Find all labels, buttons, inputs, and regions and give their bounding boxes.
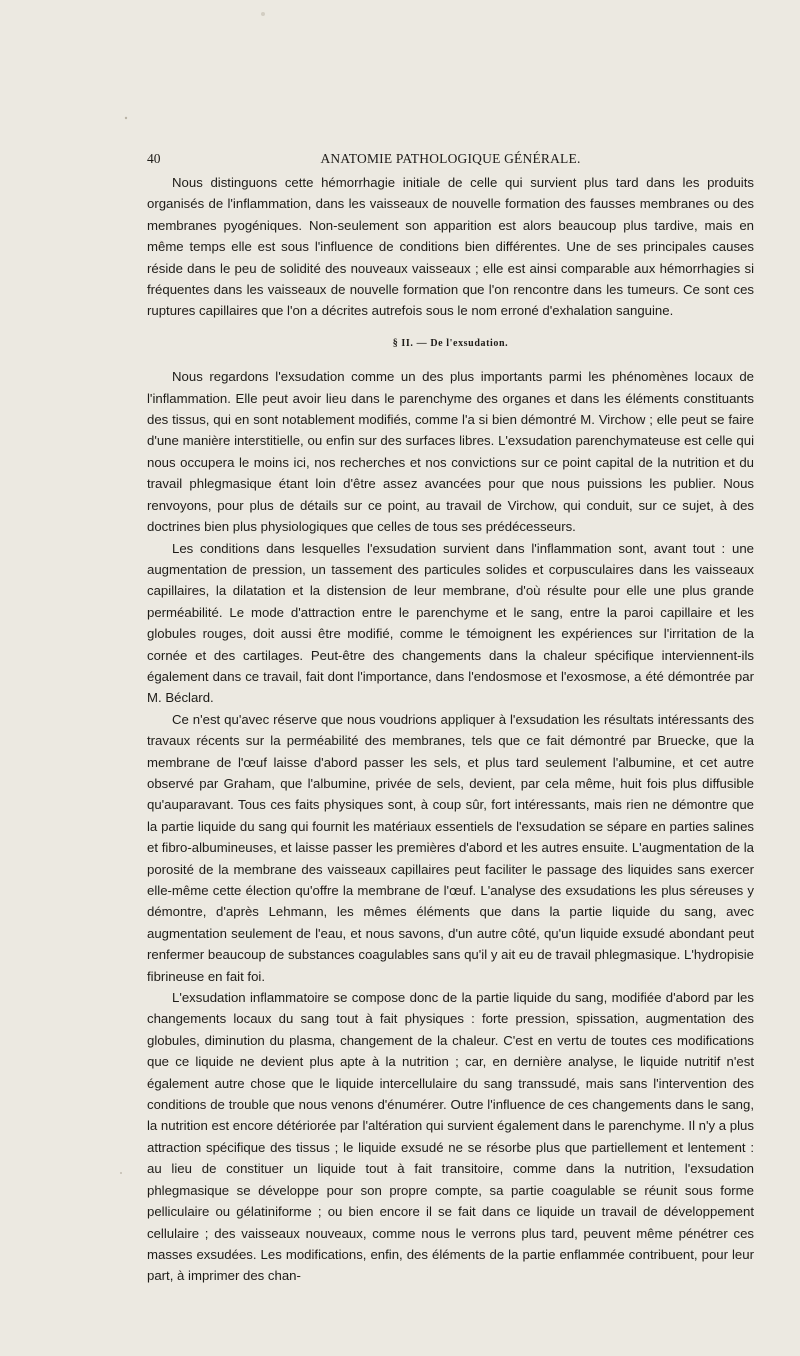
- page-number: 40: [147, 151, 161, 166]
- paragraph: Ce n'est qu'avec réserve que nous voudrions appliquer à l'exsudation les résultats intéressants des travaux récents sur la perméabilité des membranes, tels que ce fait démontré par Bruecke, que la membrane de l'œuf laisse d'abord passer les sels, et plus tard seulement l'albumine, et cet autre observé par Graham, que l'albumine, privée de sels, devient, par cela même, huit fois plus diffusible qu'auparavant. Tous ces faits physiques sont, à coup sûr, fort intéressants, mais rien ne démontre que la partie liquide du sang qui fournit les matériaux essentiels de l'exsudation se sépare en parties salines et fibro-albumineuses, et laisse passer les premières d'abord et les autres ensuite. L'augmentation de la porosité de la membrane des vaisseaux capillaires peut faciliter le passage des liquides sans exercer elle-même cette élection qu'offre la membrane de l'œuf. L'analyse des exsudations les plus séreuses y démontre, d'après Lehmann, les mêmes éléments que dans la partie liquide du sang, avec augmentation seulement de l'eau, et nous savons, d'un autre côté, qu'un liquide exsudé abondant peut renfermer beaucoup de substances coagulables sans qu'il y ait eu de travail phlegmasique. L'hydropisie fibrineuse en fait foi.: [147, 711, 754, 984]
- running-header: [147, 151, 754, 171]
- section-heading: § II. — De l'exsudation.: [392, 337, 509, 349]
- paragraph: Les conditions dans lesquelles l'exsudation survient dans l'inflammation sont, avant tout : une augmentation de pression, un tassement des particules solides et corpusculaires dans les vaisseaux capillaires, la dilatation et la distension de leur membrane, d'où résulte pour elle une plus grande perméabilité. Le mode d'attraction entre le parenchyme et le sang, entre la paroi capillaire et les globules rouges, doit aussi être modifié, comme le témoignent les expériences sur l'irritation de la cornée et des cartilages. Peut-être des changements dans la chaleur spécifique interviennent-ils également dans ce travail, fait dont l'importance, dans l'endosmose et l'exosmose, a été démontrée par M. Béclard.: [147, 540, 754, 706]
- running-title: ANATOMIE PATHOLOGIQUE GÉNÉRALE.: [320, 151, 581, 166]
- paragraph: L'exsudation inflammatoire se compose donc de la partie liquide du sang, modifiée d'abord par les changements locaux du sang tout à fait physiques : forte pression, spissation, augmentation des globules, diminution du plasma, changement de la chaleur. C'est en vertu de toutes ces modifications que ce liquide ne devient plus apte à la nutrition ; car, en dernière analyse, le liquide nutritif n'est également autre chose que le liquide intercellulaire du sang transsudé, mais sans l'intervention des conditions de trouble que nous venons d'énumérer. Outre l'influence de ces changements dans le sang, la nutrition est encore détériorée par l'altération qui survient également dans le parenchyme. Il n'y a plus attraction spécifique des tissus ; le liquide exsudé ne se résorbe plus que partiellement et lentement : au lieu de constituer un liquide tout à fait transitoire, comme dans la nutrition, l'exsudation phlegmasique se développe pour son propre compte, sa partie coagulable se réunit sous forme pelliculaire ou gélatiniforme ; ou bien encore il se fait dans ce liquide un travail de développement cellulaire ; des vaisseaux nouveaux, comme nous le verrons plus tard, peuvent même pénétrer ces masses exsudées. Les modifications, enfin, des éléments de la partie enflammée contribuent, pour leur part, à imprimer des chan-: [147, 990, 754, 1284]
- paragraph: Nous distinguons cette hémorrhagie initiale de celle qui survient plus tard dans les produits organisés de l'inflammation, dans les vaisseaux de nouvelle formation des fausses membranes ou des membranes pyogéniques. Non-seulement son apparition est alors beaucoup plus tardive, mais en même temps elle est sous l'influence de conditions bien différentes. Une de ses principales causes réside dans le peu de solidité des nouveaux vaisseaux ; elle est ainsi comparable aux hémorrhagies si fréquentes dans les vaisseaux de nouvelle formation que l'on rencontre dans les tumeurs. Ce sont ces ruptures capillaires que l'on a décrites autrefois sous le nom erroné d'exhalation sanguine.: [147, 175, 754, 319]
- main-text: [147, 172, 754, 1287]
- paragraph: Nous regardons l'exsudation comme un des plus importants parmi les phénomènes locaux de l'inflammation. Elle peut avoir lieu dans le parenchyme des organes et dans les éléments constituants des tissus, qui en sont notablement modifiés, comme l'a si bien démontré M. Virchow ; elle peut se faire d'une manière interstitielle, ou enfin sur des surfaces libres. L'exsudation parenchymateuse est celle qui nous occupera le moins ici, nos recherches et nos convictions sur ce point capital de la nutrition et du travail phlegmasique étant loin d'être assez avancées pour que nous puissions les publier. Nous renvoyons, pour plus de détails sur ce point, au travail de Virchow, qui conduit, sur ce sujet, à des doctrines bien plus physiologiques que celles de tous ses prédécesseurs.: [147, 369, 754, 535]
